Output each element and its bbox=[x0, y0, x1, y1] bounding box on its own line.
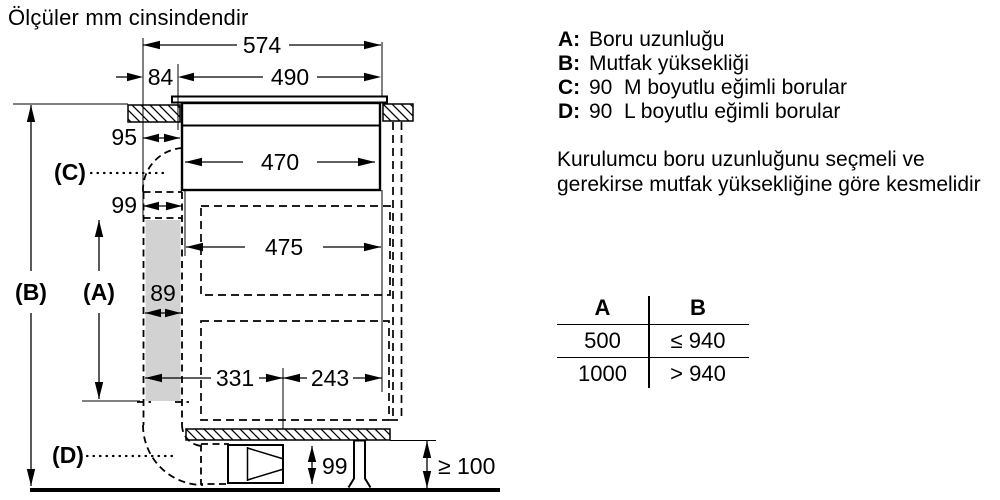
dim-574 bbox=[143, 32, 381, 58]
legend-key-b: B: bbox=[558, 52, 581, 75]
installer-note: Kurulumcu boru uzunluğunu seçmeli ve gerekirse mutfak yüksekliğine göre kesmelidir bbox=[557, 148, 981, 196]
duct-fill bbox=[146, 220, 181, 401]
label-c: (C) bbox=[54, 159, 86, 185]
label-b: (B) bbox=[15, 279, 47, 305]
dim-331-value: 331 bbox=[215, 365, 255, 391]
bend-c-outline bbox=[143, 148, 182, 192]
table-header-b: B bbox=[690, 295, 706, 320]
dim-470-value: 470 bbox=[260, 149, 300, 175]
dim-99-top-value: 99 bbox=[111, 192, 137, 218]
page-title: Ölçüler mm cinsindendir bbox=[8, 5, 249, 30]
duct-adapter bbox=[228, 445, 283, 483]
legend-text-d: 90 L boyutlu eğimli borular bbox=[589, 100, 841, 123]
dim-574-value: 574 bbox=[242, 32, 282, 58]
dim-475-value: 475 bbox=[264, 234, 304, 260]
legend-key-c: C: bbox=[558, 76, 581, 99]
dim-b bbox=[15, 105, 47, 486]
dim-a bbox=[83, 220, 115, 399]
table-cell-a2: 1000 bbox=[578, 361, 627, 386]
legend bbox=[558, 28, 847, 124]
dim-plinth-clearance bbox=[423, 441, 496, 488]
label-d: (D) bbox=[52, 442, 84, 468]
dim-243-value: 243 bbox=[310, 365, 350, 391]
label-a: (A) bbox=[83, 279, 115, 305]
callout-c bbox=[54, 159, 168, 185]
table-row bbox=[557, 358, 749, 390]
dim-84-value: 84 bbox=[147, 64, 174, 90]
callout-d bbox=[52, 442, 173, 468]
legend-text-c: 90 M boyutlu eğimli borular bbox=[589, 76, 847, 99]
cabinet-bottom-shelf bbox=[186, 429, 390, 440]
legend-key-d: D: bbox=[558, 100, 581, 123]
dim-95-value: 95 bbox=[111, 124, 137, 150]
legend-item-a bbox=[558, 28, 847, 52]
table-cell-b1: ≤ 940 bbox=[670, 328, 726, 353]
countertop-right bbox=[383, 104, 413, 121]
dim-95 bbox=[111, 124, 180, 150]
dim-490-value: 490 bbox=[270, 64, 310, 90]
legend-text-a: Boru uzunluğu bbox=[589, 28, 725, 51]
table-header-a: A bbox=[594, 295, 611, 320]
legend-text-b: Mutfak yüksekliği bbox=[589, 52, 749, 75]
legend-item-c bbox=[558, 76, 847, 100]
countertop-left bbox=[128, 105, 180, 122]
dim-99-bottom-value: 99 bbox=[322, 453, 348, 479]
dim-84-490 bbox=[116, 64, 381, 90]
dim-clearance-value: ≥ 100 bbox=[438, 453, 496, 479]
table-header-row bbox=[557, 292, 749, 325]
legend-key-a: A: bbox=[558, 28, 581, 51]
dim-475 bbox=[186, 234, 381, 260]
dim-99-bottom bbox=[308, 446, 348, 484]
table-column-divider bbox=[648, 296, 650, 388]
cooktop bbox=[172, 97, 387, 103]
dim-89-value: 89 bbox=[150, 280, 176, 306]
hood-body bbox=[182, 103, 380, 190]
legend-item-d bbox=[558, 100, 847, 124]
table-cell-b2: > 940 bbox=[670, 361, 726, 386]
table-row bbox=[557, 325, 749, 358]
table-cell-a1: 500 bbox=[584, 328, 621, 353]
dim-331-243 bbox=[145, 365, 382, 391]
dim-99-top bbox=[111, 192, 182, 218]
legend-item-b bbox=[558, 52, 847, 76]
pipe-length-table bbox=[557, 292, 749, 390]
wall-duct-dashed bbox=[390, 122, 402, 420]
plinth-leg bbox=[349, 441, 371, 488]
exhaust-duct bbox=[137, 192, 189, 425]
